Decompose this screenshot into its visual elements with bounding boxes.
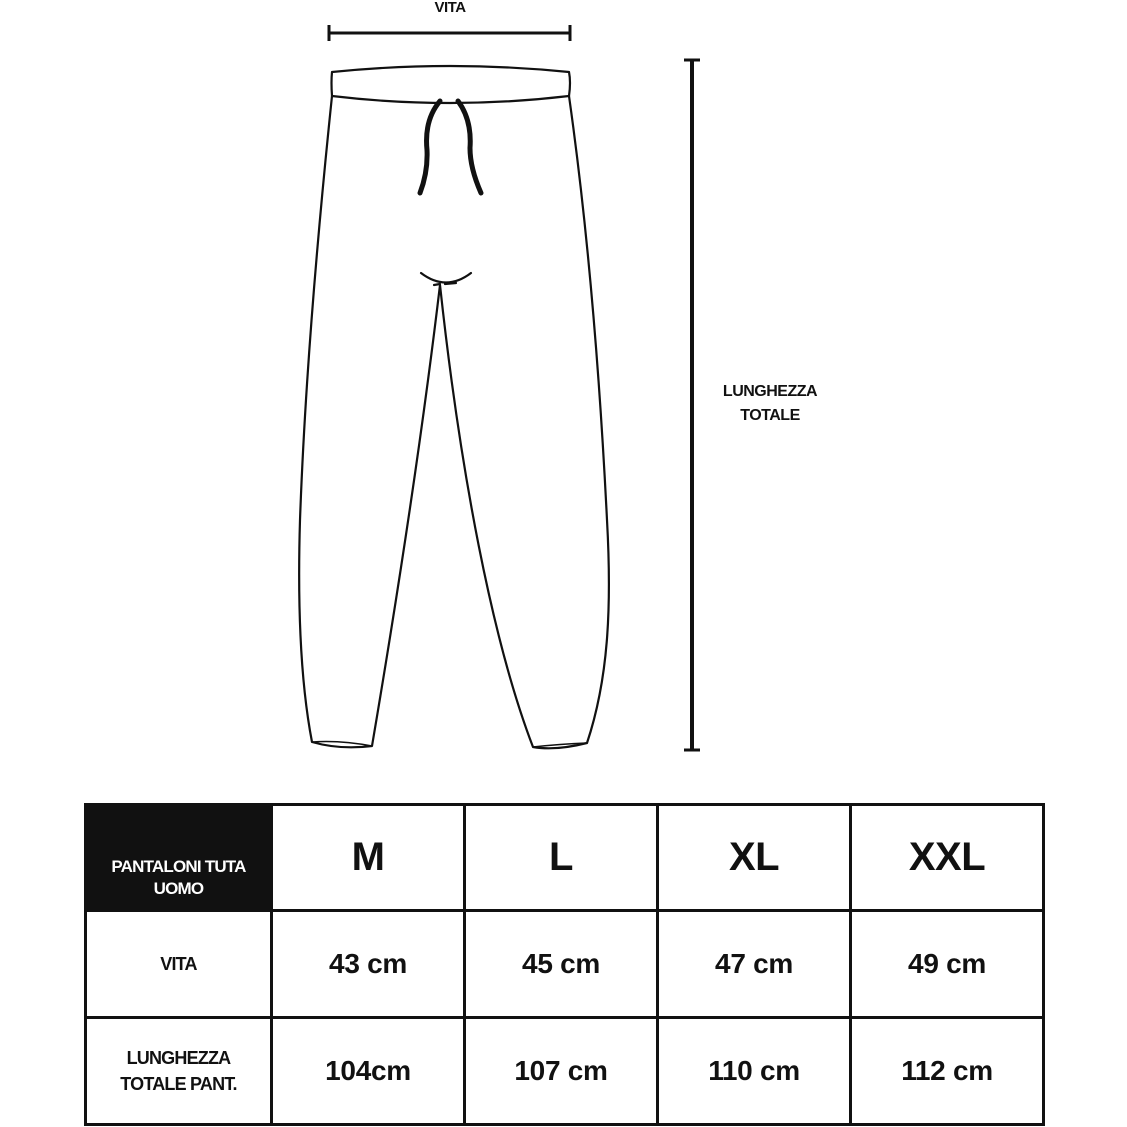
size-header-m: M — [272, 805, 465, 911]
table-row-waist — [86, 911, 1044, 1018]
total-length-label — [700, 380, 840, 428]
waist-dimension-arrow-icon — [329, 25, 570, 41]
length-value-xxl: 112 cm — [851, 1018, 1044, 1125]
table-corner-title — [86, 805, 272, 911]
row-label-length-line1: LUNGHEZZA — [126, 1048, 231, 1068]
corner-title-line2: UOMO — [153, 878, 204, 898]
waist-value-xl: 47 cm — [658, 911, 851, 1018]
total-length-label-line1: LUNGHEZZA — [722, 383, 818, 400]
corner-title-line1: PANTALONI TUTA — [111, 856, 246, 876]
size-header-l: L — [465, 805, 658, 911]
row-label-length-line2: TOTALE PANT. — [120, 1074, 237, 1094]
row-label-waist — [86, 911, 272, 1018]
drawstring-icon — [420, 101, 481, 193]
length-value-m: 104cm — [272, 1018, 465, 1125]
waist-label: VITA — [434, 0, 466, 16]
length-value-xl: 110 cm — [658, 1018, 851, 1125]
waist-value-l: 45 cm — [465, 911, 658, 1018]
size-header-xxl: XXL — [851, 805, 1044, 911]
pants-outline-icon — [299, 66, 609, 748]
waist-value-xxl: 49 cm — [851, 911, 1044, 1018]
size-chart-table — [84, 803, 1045, 1126]
size-header-xl: XL — [658, 805, 851, 911]
row-label-waist-line1: VITA — [160, 954, 197, 974]
table-row-length — [86, 1018, 1044, 1125]
total-length-label-line2: TOTALE — [740, 407, 800, 424]
length-value-l: 107 cm — [465, 1018, 658, 1125]
row-label-length — [86, 1018, 272, 1125]
size-header-row — [86, 805, 1044, 911]
waist-value-m: 43 cm — [272, 911, 465, 1018]
length-dimension-arrow-icon — [684, 60, 700, 750]
